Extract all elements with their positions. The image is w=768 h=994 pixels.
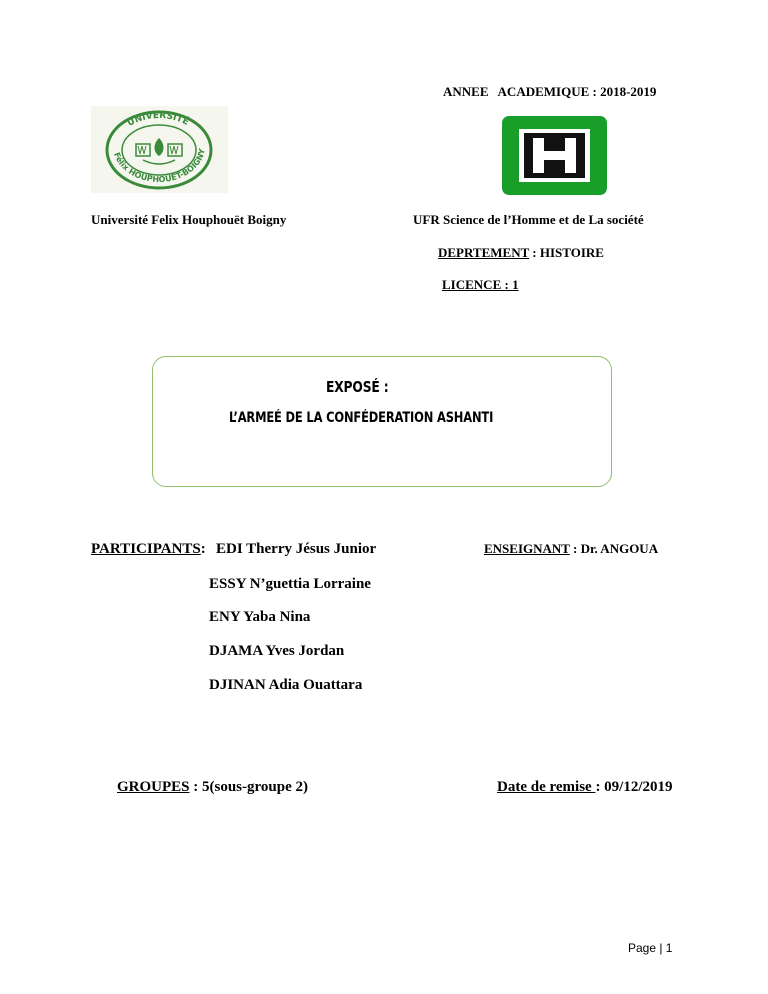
- date-remise: [497, 779, 673, 796]
- university-name: Université Felix Houphouët Boigny: [91, 212, 287, 227]
- ufr-name: UFR Science de l’Homme et de La société: [413, 212, 644, 227]
- licence: LICENCE : 1: [442, 277, 519, 292]
- department-value: : HISTOIRE: [529, 245, 604, 260]
- expose-title: L’ARMEÉ DE LA CONFÉDERATION ASHANTI: [229, 410, 494, 426]
- participants-heading: [91, 541, 210, 558]
- participants-label: PARTICIPANTS: [91, 541, 201, 557]
- university-logo-top-text: UNIVERSITÉ: [125, 110, 191, 129]
- participant-name: DJINAN Adia Ouattara: [209, 677, 363, 693]
- university-logo-bottom-text: Félix HOUPHOUËT-BOIGNY: [112, 147, 207, 185]
- department: [438, 245, 604, 261]
- department-label: DEPRTEMENT: [438, 245, 530, 260]
- teacher: [484, 541, 658, 557]
- participant-name: ESSY N’guettia Lorraine: [209, 576, 371, 592]
- groupes: [117, 779, 308, 796]
- participant-name: DJAMA Yves Jordan: [209, 643, 345, 659]
- page-number: Page | 1: [628, 941, 673, 955]
- groupes-value: : 5(sous-groupe 2): [189, 779, 308, 795]
- date-remise-value: : 09/12/2019: [595, 779, 673, 795]
- svg-text:UNIVERSITÉ: [126, 111, 191, 129]
- ufr-logo: [502, 116, 607, 195]
- participant-name: ENY Yaba Nina: [209, 609, 311, 625]
- participants-separator: :: [200, 541, 210, 557]
- university-logo: [91, 106, 228, 193]
- groupes-label: GROUPES: [117, 779, 190, 795]
- expose-label: EXPOSÉ :: [326, 378, 389, 396]
- teacher-value: : Dr. ANGOUA: [569, 541, 659, 556]
- date-remise-label: Date de remise: [497, 779, 596, 795]
- teacher-label: ENSEIGNANT: [484, 541, 570, 556]
- participant-name: EDI Therry Jésus Junior: [216, 541, 377, 557]
- academic-year: ANNEE ACADEMIQUE : 2018-2019: [443, 84, 657, 99]
